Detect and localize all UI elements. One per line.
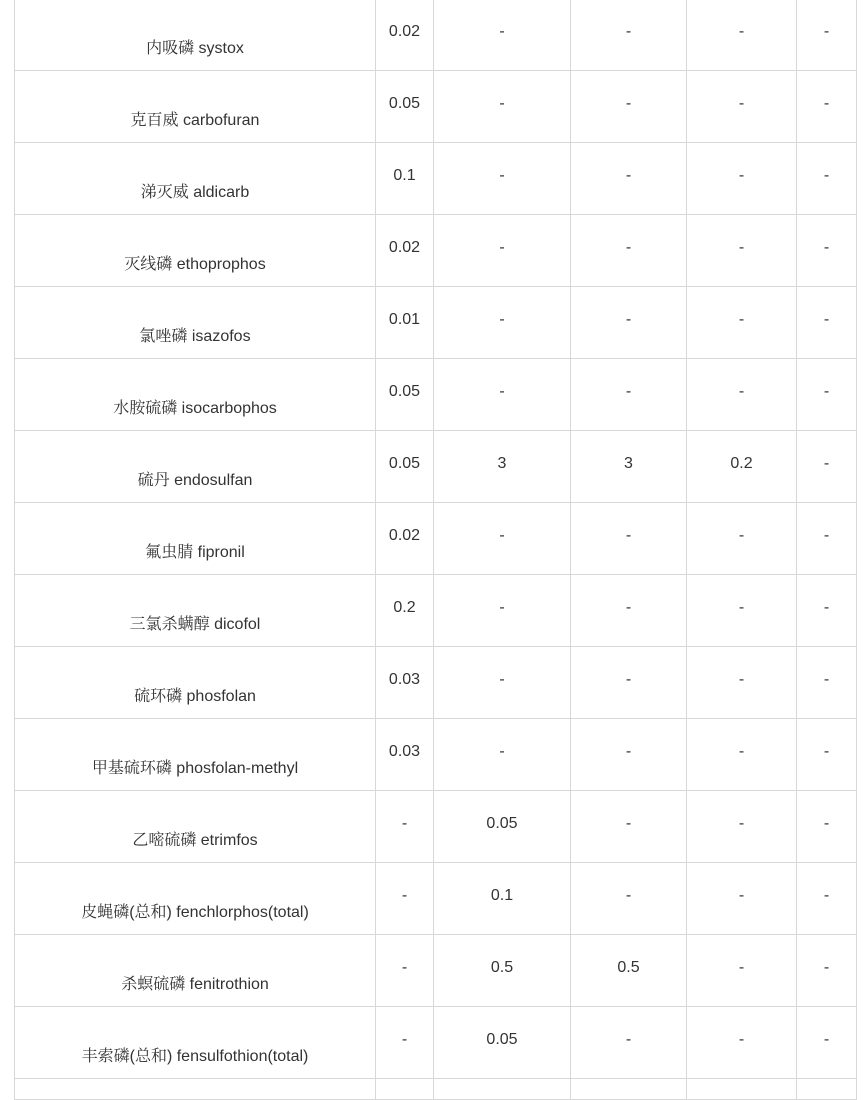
limit-value-cell	[376, 647, 434, 719]
limit-value-cell	[687, 719, 797, 791]
table-row-partial	[15, 1079, 857, 1100]
limit-value-cell	[687, 431, 797, 503]
limit-value: -	[738, 887, 745, 904]
limit-value-cell	[571, 647, 687, 719]
pesticide-name: 水胺硫磷 isocarbophos	[113, 400, 277, 417]
limit-value: 0.2	[393, 599, 416, 616]
pesticide-name: 硫丹 endosulfan	[137, 472, 253, 489]
limit-value: -	[499, 527, 505, 544]
limit-value-cell	[797, 647, 857, 719]
pesticide-name-cell	[15, 215, 376, 287]
empty-cell	[797, 1079, 857, 1100]
limit-value: -	[823, 95, 830, 112]
limit-value-cell	[797, 71, 857, 143]
limit-value: -	[625, 95, 632, 112]
table-row	[15, 503, 857, 575]
limit-value: 0.01	[388, 311, 421, 328]
pesticide-name: 氟虫腈 fipronil	[145, 544, 245, 561]
table-body	[15, 0, 857, 1100]
limit-value-cell	[687, 71, 797, 143]
limit-value: -	[401, 815, 408, 832]
limit-value: 0.03	[388, 743, 421, 760]
limit-value: -	[823, 23, 830, 40]
limit-value-cell	[797, 431, 857, 503]
pesticide-name-cell	[15, 0, 376, 71]
limit-value: -	[823, 455, 830, 472]
limit-value-cell	[687, 647, 797, 719]
limit-value: -	[738, 815, 745, 832]
limit-value-cell	[376, 935, 434, 1007]
table-row	[15, 287, 857, 359]
limit-value: -	[738, 383, 745, 400]
limit-value: -	[625, 311, 632, 328]
pesticide-name-cell	[15, 719, 376, 791]
limit-value-cell	[434, 719, 571, 791]
pesticide-name-cell	[15, 791, 376, 863]
limit-value: -	[738, 671, 745, 688]
limit-value-cell	[434, 143, 571, 215]
limit-value-cell	[687, 1007, 797, 1079]
pesticide-name-cell	[15, 1007, 376, 1079]
limit-value-cell	[376, 287, 434, 359]
pesticide-name: 丰索磷(总和) fensulfothion(total)	[81, 1048, 309, 1065]
limit-value-cell	[434, 863, 571, 935]
pesticide-name: 涕灭威 aldicarb	[140, 184, 250, 201]
limit-value: 0.05	[486, 1031, 518, 1048]
limit-value: -	[625, 239, 632, 256]
limit-value: -	[823, 815, 830, 832]
pesticide-name-cell	[15, 143, 376, 215]
limit-value: 0.02	[388, 23, 421, 40]
empty-cell	[15, 1079, 376, 1100]
limit-value: -	[625, 815, 632, 832]
residue-limit-table	[14, 0, 857, 1100]
pesticide-name-cell	[15, 935, 376, 1007]
limit-value-cell	[376, 71, 434, 143]
limit-value-cell	[797, 935, 857, 1007]
limit-value: -	[823, 383, 830, 400]
empty-cell	[376, 1079, 434, 1100]
limit-value-cell	[797, 791, 857, 863]
limit-value-cell	[376, 791, 434, 863]
pesticide-name-cell	[15, 359, 376, 431]
limit-value: -	[499, 95, 505, 112]
limit-value-cell	[376, 719, 434, 791]
limit-value-cell	[687, 0, 797, 71]
limit-value-cell	[571, 431, 687, 503]
table-row	[15, 0, 857, 71]
limit-value: 0.02	[388, 239, 421, 256]
limit-value-cell	[797, 1007, 857, 1079]
limit-value-cell	[571, 0, 687, 71]
limit-value: 3	[497, 455, 507, 472]
limit-value-cell	[687, 863, 797, 935]
pesticide-name: 乙嘧硫磷 etrimfos	[132, 832, 258, 849]
limit-value-cell	[434, 791, 571, 863]
limit-value: -	[625, 383, 632, 400]
limit-value-cell	[687, 287, 797, 359]
limit-value: -	[823, 1031, 830, 1048]
limit-value: -	[823, 239, 830, 256]
limit-value: -	[625, 599, 632, 616]
limit-value: -	[823, 959, 830, 976]
limit-value-cell	[797, 719, 857, 791]
limit-value: 0.5	[617, 959, 640, 976]
table-row	[15, 575, 857, 647]
table-row	[15, 215, 857, 287]
limit-value-cell	[434, 215, 571, 287]
limit-value: -	[499, 311, 505, 328]
limit-value: -	[823, 311, 830, 328]
limit-value-cell	[687, 143, 797, 215]
limit-value-cell	[571, 719, 687, 791]
limit-value-cell	[376, 431, 434, 503]
pesticide-name: 克百威 carbofuran	[130, 112, 260, 129]
pesticide-name: 甲基硫环磷 phosfolan-methyl	[91, 760, 299, 777]
limit-value-cell	[797, 503, 857, 575]
limit-value: -	[738, 95, 745, 112]
pesticide-name-cell	[15, 863, 376, 935]
residue-limit-table-container	[14, 0, 857, 1100]
limit-value: 0.5	[490, 959, 514, 976]
limit-value-cell	[571, 1007, 687, 1079]
limit-value-cell	[571, 791, 687, 863]
limit-value: -	[625, 887, 632, 904]
table-row	[15, 71, 857, 143]
limit-value: -	[823, 671, 830, 688]
limit-value-cell	[434, 359, 571, 431]
limit-value: 3	[624, 455, 633, 472]
limit-value: -	[738, 599, 745, 616]
table-row	[15, 863, 857, 935]
pesticide-name: 灭线磷 ethoprophos	[124, 256, 266, 273]
limit-value-cell	[376, 0, 434, 71]
limit-value: 0.05	[388, 455, 421, 472]
limit-value-cell	[434, 935, 571, 1007]
limit-value: -	[823, 887, 830, 904]
limit-value: -	[499, 23, 505, 40]
limit-value-cell	[571, 575, 687, 647]
limit-value: -	[738, 311, 745, 328]
table-row	[15, 143, 857, 215]
table-row	[15, 359, 857, 431]
limit-value-cell	[376, 1007, 434, 1079]
limit-value: -	[499, 743, 505, 760]
limit-value: -	[625, 743, 632, 760]
limit-value: -	[625, 671, 632, 688]
pesticide-name-cell	[15, 647, 376, 719]
limit-value-cell	[376, 143, 434, 215]
limit-value-cell	[687, 575, 797, 647]
pesticide-name-cell	[15, 71, 376, 143]
limit-value-cell	[571, 935, 687, 1007]
limit-value-cell	[376, 575, 434, 647]
limit-value-cell	[376, 503, 434, 575]
pesticide-name-cell	[15, 503, 376, 575]
limit-value: -	[499, 599, 505, 616]
limit-value: -	[499, 239, 505, 256]
limit-value: -	[823, 167, 830, 184]
limit-value: -	[823, 599, 830, 616]
limit-value: -	[738, 959, 745, 976]
limit-value: -	[401, 887, 408, 904]
limit-value-cell	[434, 503, 571, 575]
pesticide-name: 三氯杀螨醇 dicofol	[129, 616, 261, 633]
limit-value: 0.05	[388, 383, 421, 400]
limit-value-cell	[687, 503, 797, 575]
limit-value-cell	[687, 359, 797, 431]
limit-value-cell	[434, 0, 571, 71]
limit-value: 0.1	[393, 167, 416, 184]
limit-value-cell	[376, 863, 434, 935]
pesticide-name: 皮蝇磷(总和) fenchlorphos(total)	[81, 904, 309, 921]
limit-value-cell	[797, 143, 857, 215]
table-row	[15, 431, 857, 503]
limit-value: -	[625, 167, 632, 184]
limit-value: -	[401, 959, 408, 976]
limit-value: -	[738, 743, 745, 760]
table-row	[15, 719, 857, 791]
pesticide-name: 内吸磷 systox	[146, 40, 244, 57]
limit-value: -	[499, 167, 505, 184]
limit-value-cell	[434, 431, 571, 503]
limit-value-cell	[571, 215, 687, 287]
empty-cell	[571, 1079, 687, 1100]
limit-value: 0.2	[730, 455, 753, 472]
limit-value-cell	[376, 359, 434, 431]
pesticide-name: 硫环磷 phosfolan	[134, 688, 256, 705]
table-row	[15, 647, 857, 719]
limit-value: -	[625, 23, 632, 40]
limit-value-cell	[434, 1007, 571, 1079]
limit-value-cell	[571, 503, 687, 575]
limit-value: -	[738, 23, 745, 40]
limit-value-cell	[687, 791, 797, 863]
limit-value-cell	[434, 575, 571, 647]
limit-value-cell	[571, 287, 687, 359]
limit-value: 0.1	[490, 887, 514, 904]
limit-value-cell	[687, 215, 797, 287]
limit-value-cell	[434, 71, 571, 143]
limit-value-cell	[571, 359, 687, 431]
limit-value: -	[499, 671, 505, 688]
limit-value-cell	[797, 863, 857, 935]
limit-value: -	[738, 239, 745, 256]
limit-value-cell	[797, 287, 857, 359]
limit-value: 0.05	[388, 95, 421, 112]
limit-value: -	[823, 743, 830, 760]
limit-value: -	[823, 527, 830, 544]
limit-value-cell	[687, 935, 797, 1007]
limit-value-cell	[434, 287, 571, 359]
limit-value-cell	[571, 71, 687, 143]
limit-value-cell	[571, 143, 687, 215]
limit-value: -	[401, 1031, 408, 1048]
limit-value-cell	[376, 215, 434, 287]
table-row	[15, 935, 857, 1007]
table-row	[15, 1007, 857, 1079]
limit-value: -	[738, 1031, 745, 1048]
limit-value-cell	[797, 359, 857, 431]
empty-cell	[434, 1079, 571, 1100]
limit-value: 0.02	[388, 527, 421, 544]
limit-value-cell	[797, 575, 857, 647]
pesticide-name-cell	[15, 575, 376, 647]
empty-cell	[687, 1079, 797, 1100]
limit-value: -	[625, 1031, 632, 1048]
limit-value: -	[499, 383, 505, 400]
limit-value-cell	[571, 863, 687, 935]
table-row	[15, 791, 857, 863]
pesticide-name: 氯唑磷 isazofos	[139, 328, 251, 345]
limit-value: -	[738, 167, 745, 184]
limit-value-cell	[434, 647, 571, 719]
pesticide-name-cell	[15, 287, 376, 359]
limit-value: -	[738, 527, 745, 544]
limit-value: 0.05	[486, 815, 518, 832]
limit-value-cell	[797, 215, 857, 287]
limit-value-cell	[797, 0, 857, 71]
limit-value: -	[625, 527, 632, 544]
limit-value: 0.03	[388, 671, 421, 688]
pesticide-name: 杀螟硫磷 fenitrothion	[121, 976, 269, 993]
pesticide-name-cell	[15, 431, 376, 503]
